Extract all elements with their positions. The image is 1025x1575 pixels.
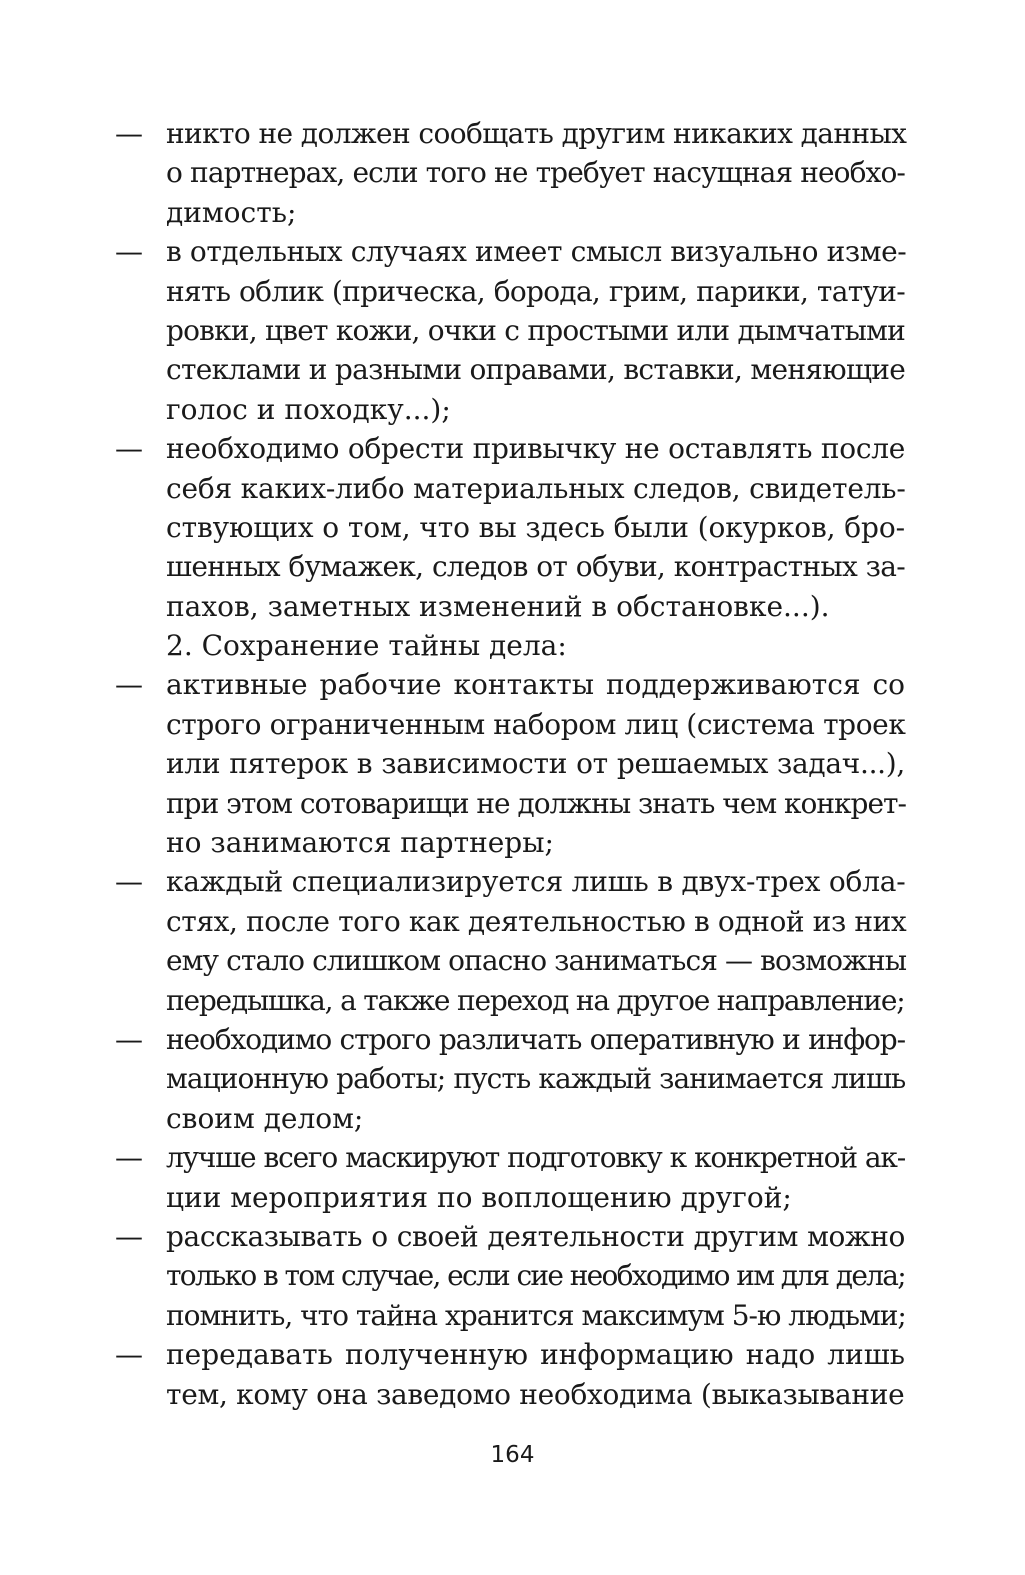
text-line: лучше всего маскируют подготовку к конкретной ак- bbox=[166, 1141, 905, 1175]
list-item bbox=[115, 1335, 905, 1414]
text-line: 2. Сохранение тайны дела: bbox=[166, 629, 567, 663]
text-line: передышка, а также переход на другое направление; bbox=[166, 983, 905, 1017]
text-line: или пятерок в зависимости от решаемых задач...), bbox=[166, 747, 905, 781]
list-item bbox=[115, 1138, 905, 1217]
text-line: своим делом; bbox=[166, 1101, 364, 1135]
text-line: необходимо строго различать оперативную и инфор- bbox=[166, 1022, 905, 1056]
text-line: пахов, заметных изменений в обстановке...). bbox=[166, 589, 830, 623]
list-item bbox=[115, 232, 905, 429]
bullet-dash: — bbox=[115, 1141, 143, 1175]
text-line: в отдельных случаях имеет смысл визуально изме- bbox=[166, 235, 907, 269]
bullet-dash: — bbox=[115, 1338, 143, 1372]
section-heading bbox=[115, 626, 905, 665]
text-line: помнить, что тайна хранится максимум 5-ю людьми; bbox=[166, 1298, 906, 1332]
text-line: каждый специализируется лишь в двух-трех обла- bbox=[166, 865, 906, 899]
text-line: при этом сотоварищи не должны знать чем конкрет- bbox=[166, 786, 906, 820]
text-line: передавать полученную информацию надо лишь bbox=[166, 1338, 905, 1372]
text-line: только в том случае, если сие необходимо им для дела; bbox=[166, 1259, 905, 1293]
text-line: тем, кому она заведомо необходима (выказывание bbox=[166, 1377, 905, 1411]
list-item bbox=[115, 665, 905, 862]
bullet-dash: — bbox=[115, 117, 143, 150]
text-line: нять облик (прическа, борода, грим, парики, татуи- bbox=[166, 274, 905, 308]
text-line: себя каких-либо материальных следов, свидетель- bbox=[166, 471, 906, 505]
text-line: активные рабочие контакты поддерживаются со bbox=[166, 668, 905, 702]
bullet-dash: — bbox=[115, 235, 143, 269]
text-line: димость; bbox=[166, 195, 297, 229]
text-line: ции мероприятия по воплощению другой; bbox=[166, 1180, 792, 1214]
text-line: голос и походку...); bbox=[166, 392, 451, 426]
text-line: стеклами и разными оправами, вставки, меняющие bbox=[166, 353, 906, 387]
bullet-dash: — bbox=[115, 668, 143, 702]
text-line: мационную работы; пусть каждый занимается лишь bbox=[166, 1062, 906, 1096]
text-line: о партнерах, если того не требует насущная необхо- bbox=[166, 156, 905, 190]
text-line: рассказывать о своей деятельности другим можно bbox=[166, 1219, 905, 1253]
text-line: никто не должен сообщать другим никаких данных bbox=[166, 117, 907, 150]
list-item bbox=[115, 1020, 905, 1138]
bullet-dash: — bbox=[115, 1022, 143, 1056]
bullet-dash: — bbox=[115, 865, 143, 899]
bullet-dash: — bbox=[115, 1219, 143, 1253]
text-line: стях, после того как деятельностью в одной из них bbox=[166, 904, 907, 938]
text-line: шенных бумажек, следов от обуви, контрастных за- bbox=[166, 550, 905, 584]
list-item bbox=[115, 1217, 905, 1335]
text-line: строго ограниченным набором лиц (система троек bbox=[166, 707, 906, 741]
text-line: ствующих о том, что вы здесь были (окурков, бро- bbox=[166, 510, 905, 544]
list-item bbox=[115, 114, 905, 232]
text-line: необходимо обрести привычку не оставлять после bbox=[166, 432, 905, 466]
list-item bbox=[115, 429, 905, 626]
text-line: ровки, цвет кожи, очки с простыми или дымчатыми bbox=[166, 313, 905, 347]
page-number: 164 bbox=[490, 1442, 535, 1468]
text-line: ему стало слишком опасно заниматься — возможны bbox=[166, 944, 907, 978]
bullet-dash: — bbox=[115, 432, 143, 466]
page-text bbox=[115, 114, 905, 1414]
list-item bbox=[115, 862, 905, 1020]
text-line: но занимаются партнеры; bbox=[166, 826, 554, 860]
